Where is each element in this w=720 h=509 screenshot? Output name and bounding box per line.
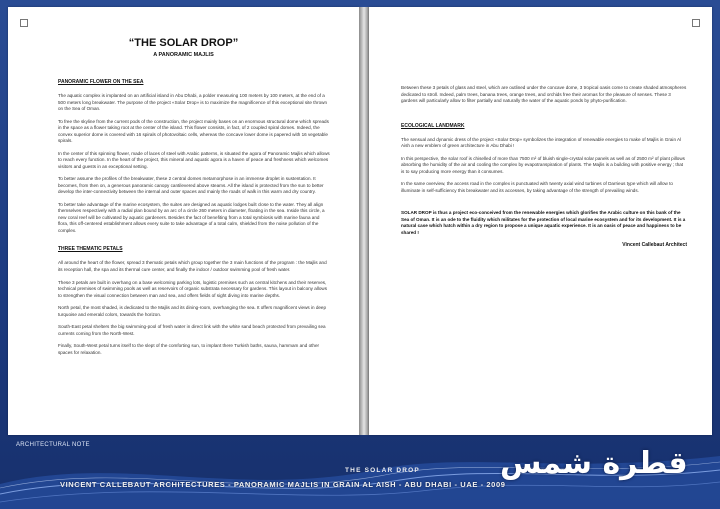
paragraph: The sensual and dynamic dress of the project «Solar Drop» symbolizes the integration of renewable energies to make of Majlis in Grain Al Aish a new emblem of green architecture in Abu Dhabi !	[401, 136, 682, 149]
paragraph: North petal, the most shaded, is dedicated to the Majlis and its dining-room, overhanging the sea. It offers magnificent views in deep turquoise and emerald colors, towards the horizon.	[58, 305, 327, 317]
paragraph: Between these 3 petals of glass and steel, which are outlined under the concave dome, 3 tropical oasis come to create shaded atmospheres dedicated to stroll. Indeed, palm trees, banana trees, orange trees, and orchids free their aromas for the pleasure of senses. These 3 gardens will particularly allow to filter partially and naturally the water of the aquatic ponds by phyto-purification.	[401, 85, 687, 104]
paragraph: To free the skyline from the current pods of the construction, the project mainly bases on an enormous structural dome which spreads in the space as a flower taking root at the center of the island. This flower consists, in fact, of 2 coupled spiral domes. Indeed, the convex superior dome is covered with 16 spirals of photovoltaic cells, whereas the concave lower dome is papered with 16 vegetable spirals.	[58, 118, 329, 144]
signature: Vincent Callebaut Architect	[622, 242, 687, 249]
arabic-title: قطرة شمس	[500, 446, 688, 481]
paragraph: In this perspective, the solar roof is chiselled of more than 7500 m² of bluish single-crystal solar panels as well as of 2500 m² of plant pillows absorbing the humidity of the air and cooling the complex by evapotranspiration of plants. The Majlis is a building with positive energy ; that is to say producing more energy than it consumes.	[401, 155, 685, 174]
right-text-column	[401, 85, 687, 249]
paragraph: In the center of this spinning flower, made of laces of steel with Arabic patterns, is situated the agora of Panoramic Majlis which allows to reach every function. In the heart of the project, this mineral and aquatic agora is a haven of peace and freshness which welcomes visitors and guests in an exceptional setting.	[58, 150, 330, 169]
paragraph: To better assume the profiles of the breakwater, these 2 central domes metamorphose in an immense droplet in sustentation. It becomes, from then on, a generous panoramic canopy cantilevered above steams. All the island is protected from the sun to better develop the inter-connectivity between the internal and outer spaces and mainly the roads of walk in this warm and dry country.	[58, 176, 324, 195]
paragraph: To better take advantage of the marine ecosystem, the suites are designed as aquatic lodges built close to the water. They all align themselves respectively with a radial plan bound by an arc of a circle 260 meters in diameter, floating in the sea. Inside this circle, a new coral reef will be cultivated by aquatic gardeners. Besides the fact of benefiting from a total symbiosis with marine fauna and flora, this off-centered establishment allows every suite to take advantage of a total calm, shielded from the noise pollution of the complex.	[58, 201, 325, 233]
document-title: “THE SOLAR DROP”	[128, 37, 239, 49]
left-page	[8, 7, 359, 435]
section-heading-panoramic-flower: PANORAMIC FLOWER ON THE SEA	[58, 79, 144, 85]
page-binding	[359, 7, 369, 435]
corner-mark	[20, 19, 28, 27]
right-page	[369, 7, 712, 435]
architectural-note-label: ARCHITECTURAL NOTE	[16, 442, 90, 448]
paragraph: The aquatic complex is implanted on an artificial island in Abu Dhabi, a polder measuring 100 meters by 100 meters, at the end of a 500 meters long breakwater. The purpose of the project «Solar Drop» is to maximize the magnificence of this exceptional site thrown on the Sea of Oman.	[58, 93, 328, 112]
document-subtitle: A PANORAMIC MAJLIS	[153, 52, 214, 58]
corner-mark	[692, 19, 700, 27]
project-label: THE SOLAR DROP	[345, 467, 420, 474]
left-text-column	[58, 79, 330, 362]
paragraph: Finally, South-West petal turns itself to the slept of the comforting sun, to implant there Turkish baths, sauna, hammam and other spaces for relaxation.	[58, 343, 320, 355]
section-heading-thematic-petals: THREE THEMATIC PETALS	[58, 246, 123, 253]
closing-statement: SOLAR DROP is thus a project eco-conceived from the renewable energies which glorifies the Arabic culture on this bank of the Sea of Oman. It is an ode to the fluidity which militates for the protection of local marine ecosystem and for its development. It is a natural case which hatch within a dry region to propose a unique aquatic experience. It is an oasis of peace and happiness to be shared !	[401, 210, 686, 235]
paragraph: South-East petal shelters the big swimming-pool of fresh water in direct link with the white sand beach protected from prevailing sea currents coming from the North-West.	[58, 324, 326, 336]
paragraph: In the same overview, the access road in the complex is punctuated with twenty axial wind turbines of Darrieus type which will allow to illuminate in self-sufficiency this breakwater and its accesses, by taking advantage of the strength of prevailing winds.	[401, 181, 673, 193]
section-heading-ecological-landmark: ECOLOGICAL LANDMARK	[401, 122, 465, 129]
paragraph: All around the heart of the flower, spread 3 thematic petals which group together the 3 main functions of the program : the Majlis and its reception hall, the spa and its thermal cure center, and finally the indoor / outdoor swimming pool of fresh water.	[58, 260, 327, 272]
footer-credits: VINCENT CALLEBAUT ARCHITECTURES - PANORAMIC MAJLIS IN GRAIN AL AISH - ABU DHABI - UAE - 2009	[60, 480, 506, 489]
paragraph: These 3 petals are built in overhang on a base welcoming parking lots, logistic premises such as central kitchens and their reserves, technical premises of swimming pools as well as reservoirs of organic substrata necessary for gardens. This layout in balcony allows to strengthen the visual connection between man and sea, and offers fields of sight diving into marine depths.	[58, 279, 328, 298]
